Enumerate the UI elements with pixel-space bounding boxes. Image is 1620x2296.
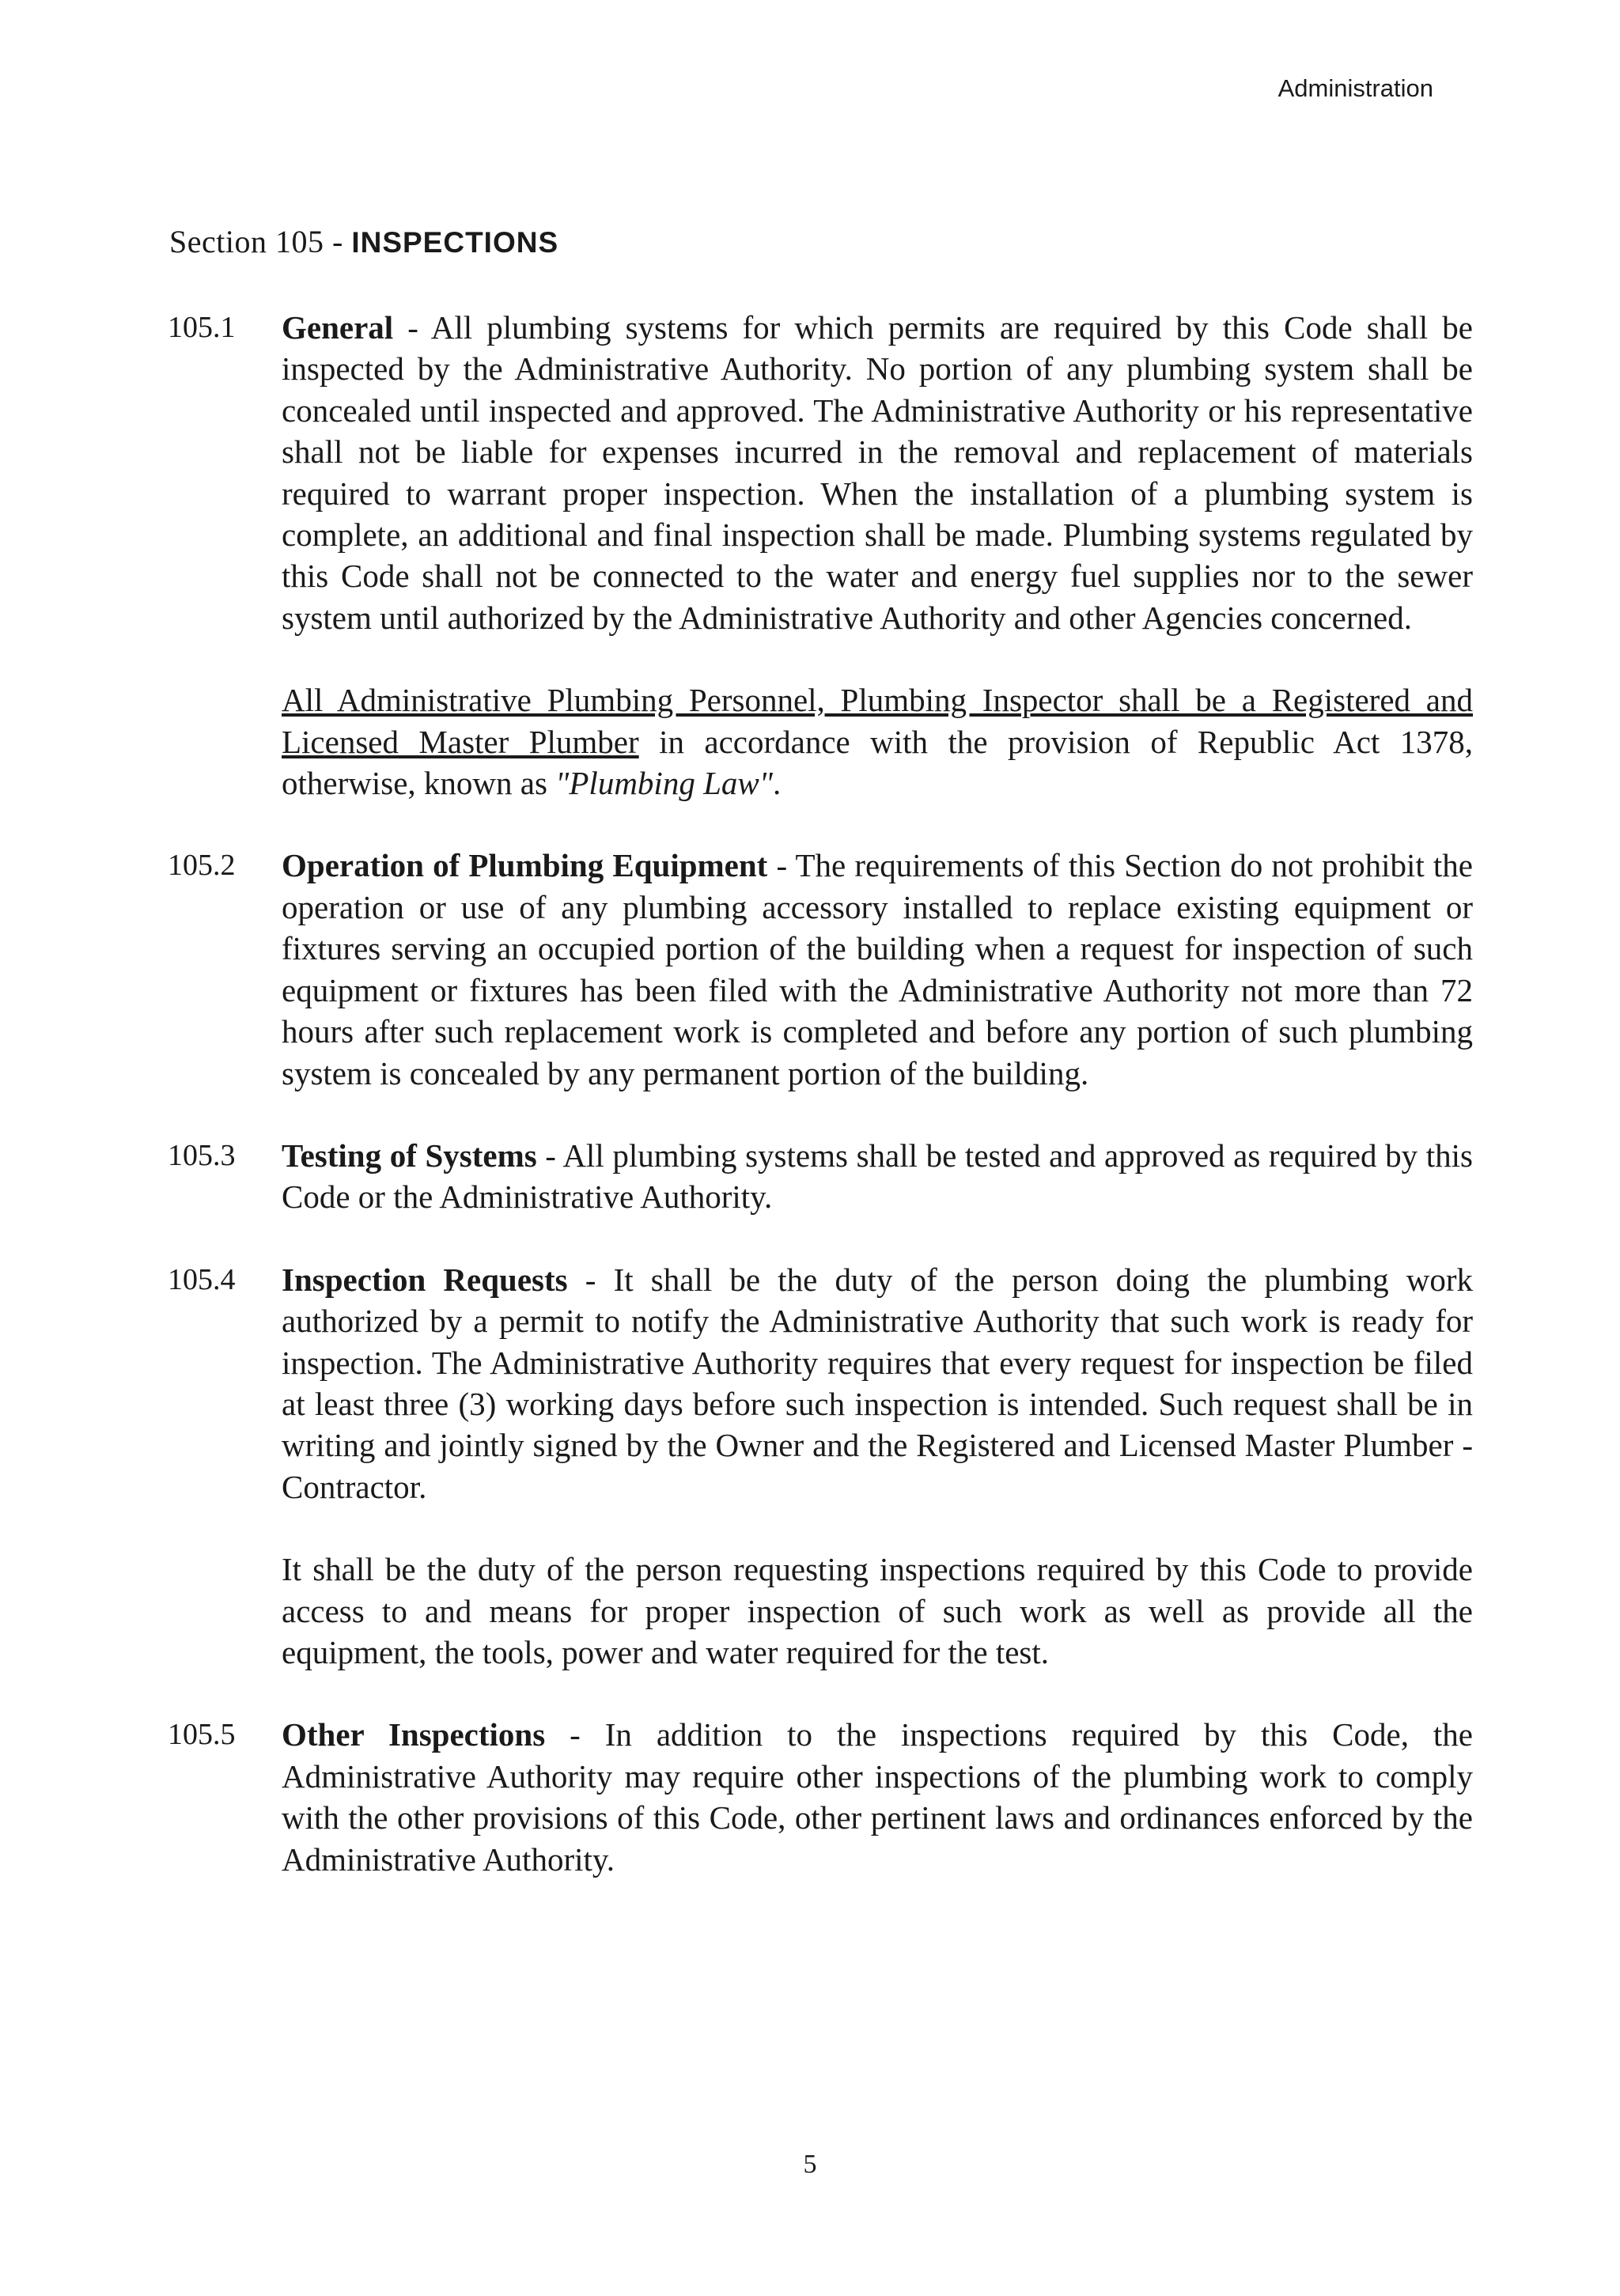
subsection-105-3: [168, 1135, 1473, 1218]
section-label: Section 105: [169, 224, 324, 259]
title-separator: -: [536, 1137, 563, 1174]
plumbing-law-title: "Plumbing Law": [555, 765, 773, 802]
subsection-number: 105.5: [168, 1718, 236, 1752]
note-text: in accordance with the provision of Republic Act 1378, otherwise, known as: [282, 723, 1473, 802]
title-separator: -: [393, 309, 431, 346]
subsection-title: Testing of Systems: [282, 1137, 537, 1174]
note-end: .: [772, 765, 782, 802]
section-separator: -: [324, 224, 352, 259]
title-separator: -: [567, 1261, 614, 1298]
subsection-paragraph: [282, 1259, 1473, 1507]
subsection-paragraph: [282, 307, 1473, 638]
page-number: 5: [803, 2150, 817, 2179]
running-head: Administration: [1277, 74, 1433, 102]
underlined-requirement: All Administrative Plumbing Personnel, Plumbing Inspector shall be a Registered and Licensed Master Plumber: [282, 682, 1473, 760]
subsection-text: In addition to the inspections required by this Code, the Administrative Authority may require other inspections of the plumbing work to comply with the other provisions of this Code, other pertinent laws and ordinances enforced by the Administrative Authority.: [282, 1716, 1473, 1878]
subsection-text: The requirements of this Section do not prohibit the operation or use of any plumbing accessory installed to replace existing equipment or fixtures serving an occupied portion of the building when a request for inspection of such equipment or fixtures has been filed with the Administrative Authority not more than 72 hours after such replacement work is completed and before any portion of such plumbing system is concealed by any permanent portion of the building.: [282, 847, 1474, 1091]
personnel-note: [282, 679, 1473, 804]
document-body: [168, 307, 1473, 1921]
subsection-title: General: [282, 309, 394, 346]
subsection-105-1: [168, 307, 1473, 804]
subsection-title: Operation of Plumbing Equipment: [282, 847, 768, 884]
subsection-paragraph-2: It shall be the duty of the person requesting inspections required by this Code to provide access to and means for proper inspection of such work as well as provide all the equipment, the tools, power and water required for the test.: [282, 1551, 1473, 1670]
subsection-paragraph: [282, 1135, 1473, 1218]
subsection-105-4: [168, 1259, 1473, 1674]
subsection-text: All plumbing systems shall be tested and approved as required by this Code or the Administrative Authority.: [282, 1137, 1473, 1216]
subsection-105-2: [168, 845, 1473, 1093]
title-separator: -: [767, 847, 796, 884]
subsection-text: All plumbing systems for which permits are required by this Code shall be inspected by the Administrative Authority. No portion of any plumbing system shall be concealed until inspected and approved. The Administrative Authority or his representative shall not be liable for expenses incurred in the removal and replacement of materials required to warrant proper inspection. When the installation of a plumbing system is complete, an additional and final inspection shall be made. Plumbing systems regulated by this Code shall not be connected to the water and energy fuel supplies nor to the sewer system until authorized by the Administrative Authority and other Agencies concerned.: [282, 309, 1473, 636]
subsection-paragraph: [282, 845, 1473, 1093]
subsection-paragraph: [282, 1714, 1473, 1880]
subsection-number: 105.2: [168, 849, 236, 883]
subsection-text: It shall be the duty of the person doing the plumbing work authorized by a permit to notify the Administrative Authority that such work is ready for inspection. The Administrative Authority requires that every request for inspection be filed at least three (3) working days before such inspection is intended. Such request shall be in writing and jointly signed by the Owner and the Registered and Licensed Master Plumber - Contractor.: [282, 1261, 1474, 1505]
section-title: [169, 223, 558, 260]
subsection-number: 105.4: [168, 1262, 236, 1296]
subsection-title: Other Inspections: [282, 1716, 546, 1753]
subsection-title: Inspection Requests: [282, 1261, 568, 1298]
title-separator: -: [545, 1716, 605, 1753]
subsection-number: 105.1: [168, 311, 236, 344]
subsection-105-5: [168, 1714, 1473, 1880]
section-heading: INSPECTIONS: [351, 226, 559, 259]
subsection-number: 105.3: [168, 1138, 236, 1172]
